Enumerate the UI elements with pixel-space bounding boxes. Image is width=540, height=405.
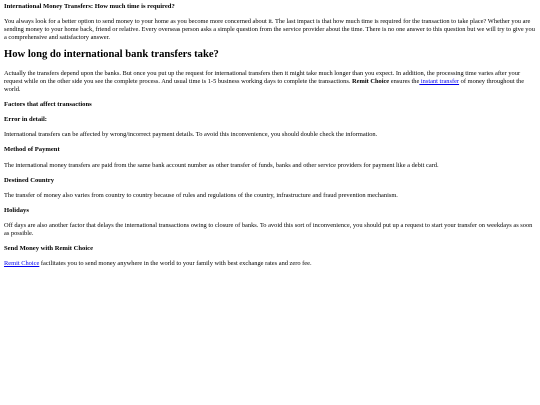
main-paragraph-part2: ensures the — [389, 77, 420, 85]
brand-name: Remit Choice — [352, 77, 390, 85]
factors-heading: Factors that affect transactions — [4, 100, 92, 108]
section-title-error: Error in detail: — [4, 116, 47, 124]
send-money-paragraph — [4, 260, 536, 268]
section-title-holidays: Holidays — [4, 206, 29, 214]
send-money-text: facilitates you to send money anywhere in the world to your family with best exchange rates and zero fee. — [39, 260, 312, 268]
main-heading: How long do international bank transfers take? — [4, 49, 219, 61]
instant-transfer-link[interactable]: instant transfer — [419, 77, 460, 85]
intro-paragraph: You always look for a better option to send money to your home as you become more concerned about it. The last impact is that how much time is required for the transaction to take place? Whether you are sending money to your home back, friend or relative. Every overseas person asks a simple question from the service provider about the time. There is no one answer to this question but we will try to give you a comprehensive and satisfactory answer. — [4, 18, 535, 42]
section-body-holidays: Off days are also another factor that delays the international transactions owing to closure of banks. To avoid this sort of inconvenience, you should put up a request to start your transfer on weekdays as soon as possible. — [4, 222, 533, 238]
main-paragraph-part1: Actually the transfers depend upon the banks. But once you put up the request for international transfers then it might take much longer than you expect. In addition, the processing time varies after your request while on the other side you see the complete process. And usual time is 1-5 business working days to complete the transactions. — [4, 69, 521, 85]
main-paragraph-part3: of money throughout the world. — [4, 77, 525, 93]
section-body-error: International transfers can be affected by wrong/incorrect payment details. To avoid this inconvenience, you should double check the information. — [4, 131, 378, 139]
section-body-payment: The international money transfers are paid from the same bank account number as other transfer of funds, banks and other service providers for payment like a debit card. — [4, 161, 439, 169]
main-paragraph — [4, 70, 536, 94]
send-money-heading: Send Money with Remit Choice — [4, 245, 94, 253]
section-title-country: Destined Country — [4, 176, 55, 184]
remit-choice-link[interactable]: Remit Choice — [4, 260, 40, 268]
section-title-payment: Method of Payment — [4, 146, 60, 154]
intro-heading: International Money Transfers: How much time is required? — [4, 3, 175, 10]
section-body-country: The transfer of money also varies from country to country because of rules and regulations of the country, infrastructure and fraud prevention mechanism. — [4, 191, 398, 199]
